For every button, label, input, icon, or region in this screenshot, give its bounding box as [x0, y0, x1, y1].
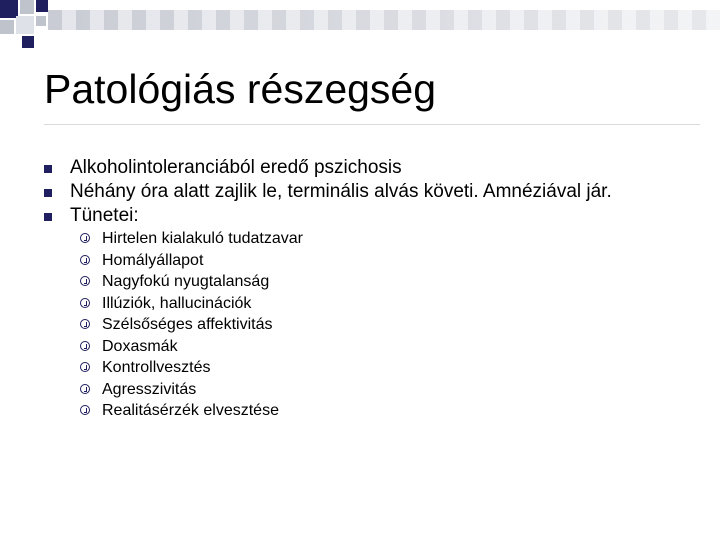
sub-bullet-item — [80, 250, 303, 272]
circle-check-bullet-icon — [80, 298, 90, 308]
circle-check-bullet-icon — [80, 341, 90, 351]
bullet-text: Alkoholintoleranciából eredő pszichosis — [70, 157, 402, 178]
sub-bullet-text: Hirtelen kialakuló tudatzavar — [102, 230, 303, 247]
circle-check-bullet-icon — [80, 405, 90, 415]
bullet-item — [44, 156, 612, 180]
sub-bullet-item — [80, 228, 303, 250]
sub-bullet-item — [80, 336, 303, 358]
sub-bullet-item — [80, 293, 303, 315]
sub-bullet-item — [80, 314, 303, 336]
corner-square-icon — [0, 20, 14, 34]
circle-check-bullet-icon — [80, 233, 90, 243]
circle-check-bullet-icon — [80, 362, 90, 372]
sub-bullet-text: Illúziók, hallucinációk — [102, 294, 252, 312]
circle-check-bullet-icon — [80, 255, 90, 265]
corner-square-icon — [22, 36, 34, 48]
sub-bullet-item — [80, 357, 303, 379]
header-strip-fade — [48, 10, 720, 30]
corner-square-icon — [16, 16, 34, 34]
sub-bullet-text: Agresszivitás — [102, 380, 197, 398]
square-bullet-icon — [44, 213, 52, 221]
square-bullet-icon — [44, 189, 52, 197]
bullet-text: Tünetei: — [70, 205, 139, 226]
sub-bullet-text: Szélsőséges affektivitás — [102, 316, 273, 333]
sub-bullet-text: Kontrollvesztés — [102, 359, 211, 376]
circle-check-bullet-icon — [80, 384, 90, 394]
corner-square-icon — [36, 16, 46, 26]
sub-bullet-item — [80, 400, 303, 422]
title-divider — [44, 124, 700, 125]
sub-bullet-list — [80, 228, 303, 422]
sub-bullet-item — [80, 379, 303, 401]
slide-title: Patológiás részegség — [44, 66, 437, 112]
bullet-item — [44, 204, 612, 228]
circle-check-bullet-icon — [80, 276, 90, 286]
bullet-text: Néhány óra alatt zajlik le, terminális alvás követi. Amnéziával jár. — [70, 181, 612, 202]
square-bullet-icon — [44, 165, 52, 173]
bullet-list — [44, 156, 612, 228]
sub-bullet-text: Homályállapot — [102, 251, 204, 269]
bullet-item — [44, 180, 612, 204]
corner-square-icon — [36, 0, 48, 12]
sub-bullet-text: Realitásérzék elvesztése — [102, 402, 279, 419]
sub-bullet-text: Nagyfokú nyugtalanság — [102, 273, 270, 290]
sub-bullet-text: Doxasmák — [102, 337, 178, 355]
circle-check-bullet-icon — [80, 319, 90, 329]
sub-bullet-item — [80, 271, 303, 293]
corner-square-icon — [20, 0, 34, 14]
